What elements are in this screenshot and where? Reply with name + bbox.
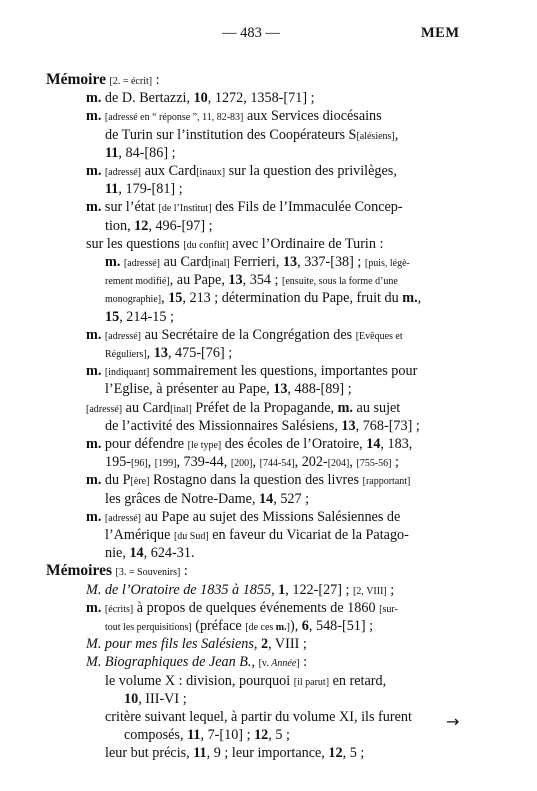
line-segment: [3. = Souvenirs] xyxy=(115,567,181,579)
line-segment: 10 xyxy=(193,90,208,107)
line-segment: , xyxy=(251,654,259,671)
line-segment: sur la question des privilèges, xyxy=(225,163,397,179)
index-line xyxy=(105,672,386,690)
line-segment: 14 xyxy=(366,436,381,452)
line-segment: , 7-[10] ; xyxy=(200,727,255,744)
line-segment: , 5 ; xyxy=(268,727,290,744)
line-segment: sur les questions xyxy=(86,235,184,252)
line-segment: 2 xyxy=(260,636,269,653)
index-line xyxy=(105,544,194,562)
line-segment: [de l’Institut] xyxy=(158,203,212,215)
line-segment: 11 xyxy=(187,727,201,744)
line-segment: m. xyxy=(402,290,418,307)
index-line xyxy=(86,581,394,599)
line-segment: 11 xyxy=(105,181,119,198)
line-segment: [du Sud] xyxy=(173,531,209,542)
index-line xyxy=(86,235,383,253)
line-segment: : xyxy=(180,563,188,580)
line-segment: 12 xyxy=(254,727,269,744)
line-segment: [96] xyxy=(131,458,148,470)
line-segment: Ferrieri, xyxy=(229,254,283,270)
line-segment: , xyxy=(271,581,279,598)
line-segment: [ensuite, sous la forme d’une xyxy=(282,276,398,288)
line-segment: : xyxy=(152,72,160,88)
line-segment: nie, xyxy=(105,545,130,562)
line-segment: m. xyxy=(86,436,102,452)
line-segment: , xyxy=(161,290,169,307)
line-segment: en faveur du Vicariat de la Patago- xyxy=(208,527,409,543)
line-segment: 11 xyxy=(193,745,207,762)
line-segment: ), xyxy=(289,618,302,634)
line-segment: [il parut] xyxy=(293,676,330,688)
line-segment: Réguliers] xyxy=(105,349,147,360)
index-line xyxy=(86,162,397,180)
line-segment: ; xyxy=(391,454,399,471)
line-segment: m. xyxy=(275,622,287,633)
index-line xyxy=(124,726,290,744)
line-segment: , 179-[81] ; xyxy=(118,181,183,198)
line-segment: au sujet xyxy=(352,399,401,416)
line-segment: aux Card xyxy=(141,163,197,179)
line-segment: 13 xyxy=(228,272,243,289)
line-segment: , 739-44, xyxy=(176,454,231,471)
index-line xyxy=(86,89,315,107)
index-line xyxy=(105,253,410,271)
line-segment: au Secrétaire de la Congrégation des xyxy=(141,326,356,343)
index-line xyxy=(105,289,421,307)
line-segment: [alésiens] xyxy=(356,130,395,142)
line-segment: ; xyxy=(386,581,395,598)
line-segment: , 496-[97] ; xyxy=(148,217,213,234)
line-segment: [adressé] xyxy=(104,330,142,342)
index-line xyxy=(86,599,398,617)
line-segment: , 5 ; xyxy=(342,745,365,762)
index-line xyxy=(105,490,309,508)
line-segment: , 354 ; xyxy=(242,272,283,289)
index-line xyxy=(105,380,352,398)
line-segment: sommairement les questions, importantes pour xyxy=(149,363,418,380)
line-segment: , 488-[89] ; xyxy=(287,381,352,398)
line-segment: , 9 ; leur importance, xyxy=(206,745,329,762)
index-line xyxy=(105,526,409,544)
line-segment: 11 xyxy=(105,144,119,161)
line-segment: l’Eglise, à présenter au Pape, xyxy=(105,381,274,398)
index-line xyxy=(86,362,417,380)
line-segment: avec l’Ordinaire de Turin : xyxy=(228,235,384,252)
line-segment: , 202- xyxy=(294,454,328,471)
line-segment: , xyxy=(417,290,422,307)
line-segment: m. xyxy=(86,472,102,489)
line-segment: [755-56] xyxy=(356,458,392,470)
line-segment: [2. = écrit] xyxy=(109,76,153,87)
line-segment: ] xyxy=(286,622,290,633)
line-segment: [rapportant] xyxy=(362,476,411,488)
index-line xyxy=(86,508,400,526)
page-number: — 483 — xyxy=(222,25,280,41)
line-segment: , 84-[86] ; xyxy=(118,144,176,161)
line-segment: leur but précis, xyxy=(105,745,194,762)
line-segment: 10 xyxy=(124,690,139,707)
line-segment: , xyxy=(147,454,155,471)
index-line xyxy=(46,562,188,580)
entry-heading: Mémoires xyxy=(46,562,112,580)
line-segment: [Evêques et xyxy=(355,330,403,342)
line-segment: m. xyxy=(86,508,102,525)
line-segment: , 548-[51] ; xyxy=(308,618,374,634)
running-head-keyword: MEM xyxy=(421,25,460,41)
line-segment: Rostagno dans la question des livres xyxy=(149,472,363,489)
line-segment: [204] xyxy=(327,458,350,470)
line-segment: 13 xyxy=(273,381,288,398)
index-line xyxy=(86,326,403,344)
line-segment: des écoles de l’Oratoire, xyxy=(221,436,367,452)
index-line xyxy=(105,217,213,235)
line-segment: , 213 ; détermination du Pape, fruit du xyxy=(182,290,403,307)
index-line xyxy=(86,399,400,417)
index-line xyxy=(86,198,403,216)
line-segment: [adressé] xyxy=(86,403,123,415)
index-line xyxy=(105,417,420,435)
line-segment: m. xyxy=(337,399,353,416)
line-segment: pour défendre xyxy=(101,436,188,452)
line-segment: , 624-31. xyxy=(143,545,195,562)
index-line xyxy=(86,653,307,671)
line-segment: [inal] xyxy=(208,258,230,269)
line-segment: en retard, xyxy=(329,672,387,689)
line-segment: m. xyxy=(86,163,102,179)
line-segment: , xyxy=(349,454,357,471)
line-segment: , xyxy=(252,454,260,471)
line-segment: tout les perquisitions] xyxy=(105,622,192,633)
line-segment: (préface xyxy=(191,618,246,634)
line-segment: M. de l’Oratoire de 1835 à 1855 xyxy=(86,581,272,598)
line-segment: m. xyxy=(86,90,102,107)
line-segment: [adressé en “ réponse ”, 11, 82-83] xyxy=(104,112,244,124)
line-segment: 6 xyxy=(301,618,309,634)
line-segment: au Card xyxy=(160,254,209,270)
line-segment: 15 xyxy=(168,290,183,307)
line-segment: 13 xyxy=(153,345,168,361)
line-segment: rement modifié] xyxy=(105,276,170,288)
line-segment: des Fils de l’Immaculée Concep- xyxy=(211,199,403,216)
line-segment: l’Amérique xyxy=(105,527,174,543)
line-segment: ] xyxy=(296,658,300,670)
index-line xyxy=(86,435,412,453)
line-segment: 13 xyxy=(341,417,356,434)
line-segment: composés, xyxy=(124,727,188,744)
line-segment: , 122-[27] ; xyxy=(285,581,354,598)
line-segment: aux Services diocésains xyxy=(243,108,382,125)
line-segment: au Pape au sujet des Missions Salésiennes de xyxy=(141,508,401,525)
line-segment: Préfet de la Propagande, xyxy=(191,399,338,416)
line-segment: M. Biographiques de Jean B. xyxy=(86,654,252,671)
line-segment: monographie] xyxy=(105,294,162,306)
line-segment: [puis, légè- xyxy=(364,258,410,269)
index-line xyxy=(124,690,187,708)
line-segment: 13 xyxy=(282,254,298,270)
line-segment: au Card xyxy=(122,399,171,416)
line-segment: à propos de quelques événements de 1860 xyxy=(133,599,380,616)
index-line xyxy=(86,107,382,125)
line-segment: [200] xyxy=(230,458,253,470)
index-line xyxy=(105,271,398,289)
line-segment: du P xyxy=(101,472,131,489)
line-segment: [sur- xyxy=(379,603,398,615)
line-segment: : xyxy=(299,654,308,671)
index-line xyxy=(105,708,412,726)
line-segment: , 337-[38] ; xyxy=(297,254,365,270)
line-segment: [v. xyxy=(258,658,272,670)
index-line xyxy=(105,344,232,362)
index-line xyxy=(86,635,307,653)
line-segment: [2, VIII] xyxy=(353,585,387,597)
line-segment: 1 xyxy=(278,581,286,598)
line-segment: tion, xyxy=(105,217,135,234)
line-segment: m. xyxy=(86,326,102,343)
line-segment: , VIII ; xyxy=(268,636,307,653)
line-segment: [199] xyxy=(154,458,177,470)
line-segment: , xyxy=(394,126,399,143)
index-line xyxy=(46,71,160,89)
entry-heading: Mémoire xyxy=(46,71,106,88)
line-segment: 195- xyxy=(105,454,132,471)
line-segment: , III-VI ; xyxy=(138,690,187,707)
line-segment: Année xyxy=(271,658,297,670)
line-segment: [744-54] xyxy=(259,458,295,470)
index-line xyxy=(86,471,410,489)
line-segment: [du conflit] xyxy=(183,239,229,251)
line-segment: m. xyxy=(105,254,121,270)
index-line xyxy=(105,144,176,162)
index-line xyxy=(105,617,373,635)
line-segment: les grâces de Notre-Dame, xyxy=(105,490,260,507)
line-segment: , 768-[73] ; xyxy=(355,417,420,434)
line-segment: de l’activité des Missionnaires Salésiens, xyxy=(105,417,342,434)
line-segment: 12 xyxy=(328,745,343,762)
index-line xyxy=(105,744,364,762)
line-segment: sur l’état xyxy=(101,199,159,216)
line-segment: critère suivant lequel, à partir du volume XI, ils furent xyxy=(105,709,412,725)
continuation-arrow-icon: → xyxy=(446,712,460,731)
page-header xyxy=(0,25,537,45)
line-segment: [adressé] xyxy=(123,258,161,269)
line-segment: [inaux] xyxy=(196,167,226,178)
line-segment: [ère] xyxy=(130,476,150,488)
line-segment: 14 xyxy=(259,490,274,507)
line-segment: , 475-[76] ; xyxy=(167,345,233,361)
line-segment: M. pour mes fils les Salésiens xyxy=(86,636,254,653)
line-segment: , xyxy=(253,636,261,653)
line-segment: [de ces xyxy=(245,622,276,633)
index-line xyxy=(105,126,398,144)
line-segment: , 214-15 ; xyxy=(119,308,174,325)
line-segment: [indiquant] xyxy=(104,367,150,379)
line-segment: , 183, xyxy=(380,436,413,452)
line-segment: m. xyxy=(86,108,102,125)
line-segment: [adressé] xyxy=(104,512,142,524)
line-segment: m. xyxy=(86,599,102,616)
line-segment: de D. Bertazzi, xyxy=(101,90,194,107)
line-segment: , au Pape, xyxy=(169,272,229,289)
line-segment: , 1272, 1358-[71] ; xyxy=(207,90,315,107)
index-line xyxy=(105,180,183,198)
line-segment: [adressé] xyxy=(104,167,142,178)
line-segment: 12 xyxy=(134,217,149,234)
line-segment: , xyxy=(146,345,154,361)
line-segment: le volume X : division, pourquoi xyxy=(105,672,294,689)
index-line xyxy=(105,308,174,326)
line-segment: [écrits] xyxy=(104,603,134,615)
index-line xyxy=(105,453,399,471)
line-segment: [le type] xyxy=(187,440,222,451)
line-segment: [inal] xyxy=(170,403,192,415)
line-segment: m. xyxy=(86,363,102,380)
line-segment: , 527 ; xyxy=(273,490,310,507)
line-segment: 15 xyxy=(105,308,120,325)
line-segment: de Turin sur l’institution des Coopérateurs S xyxy=(105,126,357,143)
line-segment: m. xyxy=(86,199,102,216)
line-segment: 14 xyxy=(129,545,144,562)
